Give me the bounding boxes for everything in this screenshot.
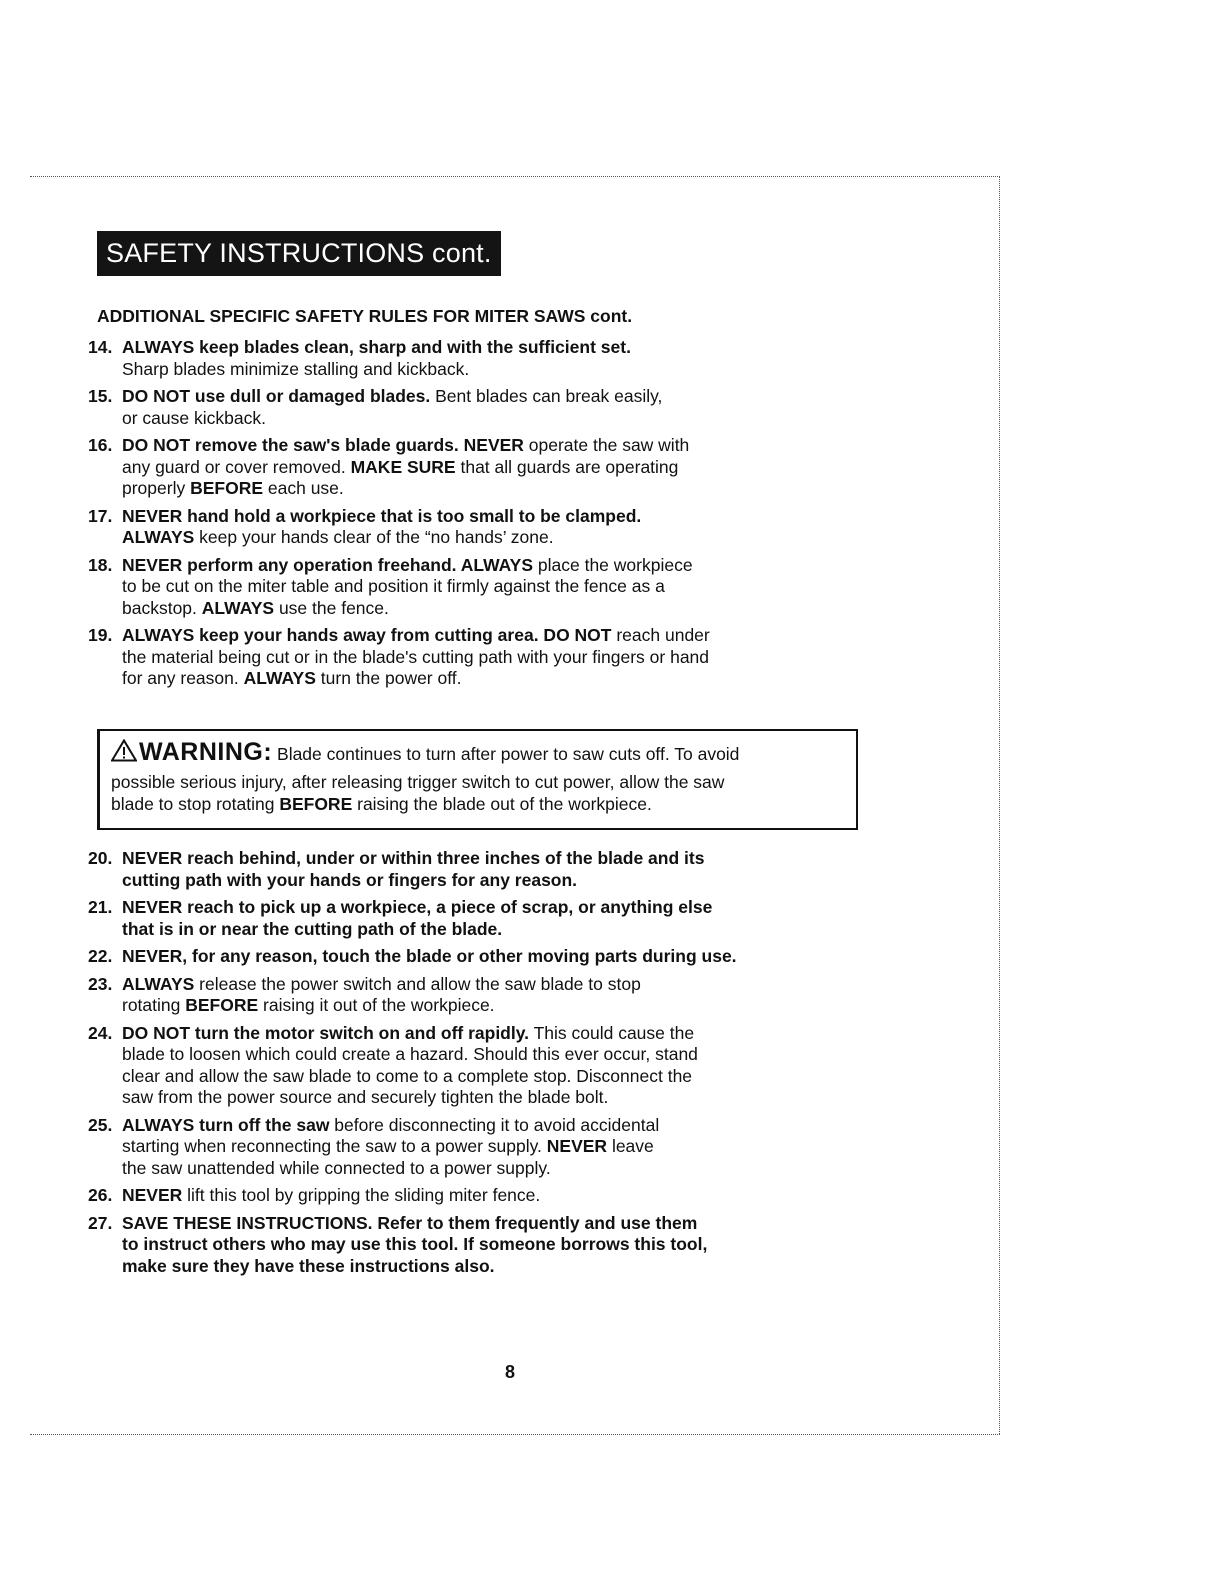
rule-text-line [122, 919, 858, 941]
rule-text-line [122, 555, 858, 577]
rule-number: 27. [88, 1212, 113, 1233]
rule-emphasis-text: NEVER hand hold a workpiece that is too small to be clamped. [122, 505, 642, 526]
rule-text-line [122, 478, 858, 500]
rule-text-line [122, 1256, 858, 1278]
rule-body-text: place the workpiece [533, 554, 693, 575]
rule-text-line [122, 359, 858, 381]
warning-text-line-3-end: raising the blade out of the workpiece. [352, 794, 652, 814]
rule-list-top [88, 337, 858, 696]
rule-text-line [122, 527, 858, 549]
warning-text-line-3-start: blade to stop rotating [111, 794, 280, 814]
rule-text-line [122, 1115, 858, 1137]
rule-emphasis-text: ALWAYS [456, 554, 534, 575]
page-border-top [30, 176, 1000, 177]
rule-emphasis-text: DO NOT turn the motor switch on and off rapidly. [122, 1022, 530, 1043]
rule-emphasis-text: that is in or near the cutting path of the blade. [122, 918, 503, 939]
safety-rule-item [88, 1023, 858, 1109]
rule-body-text: before disconnecting it to avoid accidental [329, 1114, 660, 1135]
rule-text-line [122, 897, 858, 919]
rule-text-line [122, 457, 858, 479]
rule-emphasis-text: make sure they have these instructions also. [122, 1255, 495, 1276]
rule-text-line [122, 995, 858, 1017]
rule-body-text: any guard or cover removed. [122, 456, 351, 477]
rule-list-bottom [88, 848, 858, 1283]
warning-text-line-1: Blade continues to turn after power to saw cuts off. To avoid [272, 744, 740, 764]
rule-body-text: This could cause the [529, 1022, 695, 1043]
rule-body-text: Bent blades can break easily, [430, 386, 663, 406]
rule-body-text: reach under [611, 625, 710, 645]
rule-emphasis-text: DO NOT remove the saw's blade guards. [122, 435, 459, 455]
page-number: 8 [504, 1362, 515, 1382]
rule-body-text: that all guards are operating [455, 456, 679, 477]
rule-number: 21. [88, 897, 113, 917]
rule-body-text: rotating [122, 995, 186, 1015]
rule-number: 19. [88, 625, 113, 645]
section-subheading: ADDITIONAL SPECIFIC SAFETY RULES FOR MITER SAWS cont. [97, 306, 633, 326]
safety-rule-item [88, 555, 858, 620]
rule-body-text: blade to loosen which could create a hazard. Should this ever occur, stand [122, 1044, 698, 1064]
safety-rule-item [88, 848, 858, 891]
rule-emphasis-text: cutting path with your hands or fingers for any reason. [122, 869, 578, 890]
rule-text-line [122, 1044, 858, 1066]
warning-text-line-3 [111, 793, 856, 815]
safety-rule-item [88, 506, 858, 549]
rule-text-line [122, 337, 858, 359]
safety-rule-item [88, 337, 858, 380]
rule-number: 24. [88, 1022, 113, 1043]
safety-rule-item [88, 386, 858, 429]
rule-body-text: properly [122, 478, 191, 498]
safety-rule-item [88, 897, 858, 940]
safety-rule-item [88, 1185, 858, 1207]
rule-body-text: clear and allow the saw blade to come to a complete stop. Disconnect the [122, 1065, 693, 1086]
rule-number: 16. [88, 435, 113, 455]
rule-body-text: each use. [263, 478, 344, 498]
rule-emphasis-text: BEFORE [190, 478, 264, 498]
rule-body-text: for any reason. [122, 668, 244, 688]
rule-text-line [122, 946, 858, 968]
rule-body-text: raising it out of the workpiece. [258, 995, 495, 1015]
rule-text-line [122, 506, 858, 528]
rule-body-text: or cause kickback. [122, 407, 266, 428]
rule-number: 15. [88, 386, 113, 406]
rule-emphasis-text: ALWAYS keep your hands away from cutting area. [122, 625, 539, 645]
warning-keyword: BEFORE [279, 794, 353, 814]
rule-text-line [122, 408, 858, 430]
rule-emphasis-text: SAVE THESE INSTRUCTIONS. Refer to them frequently and use them [122, 1212, 698, 1233]
rule-text-line [122, 386, 858, 408]
rule-number: 22. [88, 946, 113, 966]
warning-label: WARNING: [139, 738, 273, 766]
rule-number: 23. [88, 973, 113, 994]
rule-emphasis-text: NEVER [458, 435, 524, 455]
rule-emphasis-text: NEVER [122, 1185, 183, 1205]
rule-body-text: operate the saw with [523, 435, 690, 455]
safety-rule-item [88, 625, 858, 690]
warning-first-line [111, 737, 856, 771]
rule-number: 20. [88, 848, 113, 868]
rule-body-text: Sharp blades minimize stalling and kickback. [122, 358, 470, 379]
rule-emphasis-text: DO NOT use dull or damaged blades. [122, 386, 431, 406]
rule-text-line [122, 576, 858, 598]
safety-rule-item [88, 1115, 858, 1180]
rule-body-text: lift this tool by gripping the sliding miter fence. [182, 1185, 541, 1205]
rule-emphasis-text: NEVER reach to pick up a workpiece, a piece of scrap, or anything else [122, 897, 713, 917]
rule-text-line [122, 974, 858, 996]
rule-emphasis-text: NEVER reach behind, under or within three inches of the blade and its [122, 848, 705, 868]
rule-body-text: leave [607, 1136, 654, 1156]
rule-text-line [122, 1213, 858, 1235]
rule-body-text: to be cut on the miter table and position it firmly against the fence as a [122, 576, 665, 596]
rule-emphasis-text: ALWAYS [243, 668, 316, 688]
rule-text-line [122, 848, 858, 870]
rule-emphasis-text: NEVER [546, 1136, 608, 1156]
safety-rule-item [88, 974, 858, 1017]
rule-body-text: saw from the power source and securely tighten the blade bolt. [122, 1087, 609, 1107]
rule-emphasis-text: ALWAYS turn off the saw [122, 1114, 330, 1135]
rule-number: 25. [88, 1114, 113, 1135]
rule-emphasis-text: NEVER, for any reason, touch the blade or other moving parts during use. [122, 946, 737, 966]
rule-body-text: the material being cut or in the blade's cutting path with your fingers or hand [122, 646, 710, 667]
rule-text-line [122, 647, 858, 669]
rule-text-line [122, 1158, 858, 1180]
rule-body-text: the saw unattended while connected to a power supply. [122, 1157, 551, 1178]
rule-text-line [122, 870, 858, 892]
rule-text-line [122, 1136, 858, 1158]
rule-emphasis-text: BEFORE [185, 995, 259, 1015]
rule-emphasis-text: NEVER perform any operation freehand. [122, 554, 457, 575]
rule-body-text: turn the power off. [315, 668, 462, 688]
rule-body-text: starting when reconnecting the saw to a power supply. [122, 1136, 547, 1156]
rule-emphasis-text: to instruct others who may use this tool. If someone borrows this tool, [122, 1234, 708, 1254]
rule-text-line [122, 598, 858, 620]
section-banner: SAFETY INSTRUCTIONS cont. [97, 231, 501, 276]
warning-triangle-icon [111, 739, 137, 771]
rule-text-line [122, 1023, 858, 1045]
rule-number: 14. [88, 337, 113, 357]
rule-body-text: release the power switch and allow the saw blade to stop [194, 973, 641, 994]
page-border-bottom [30, 1434, 1000, 1435]
rule-number: 18. [88, 554, 113, 575]
rule-emphasis-text: ALWAYS [201, 597, 275, 618]
rule-emphasis-text: ALWAYS [122, 973, 195, 994]
rule-text-line [122, 1234, 858, 1256]
rule-emphasis-text: DO NOT [538, 625, 612, 645]
rule-body-text: keep your hands clear of the “no hands’ zone. [194, 527, 554, 547]
rule-number: 26. [88, 1185, 113, 1205]
rule-text-line [122, 1066, 858, 1088]
rule-body-text: use the fence. [274, 597, 389, 618]
rule-text-line [122, 1185, 858, 1207]
rule-text-line [122, 435, 858, 457]
safety-rule-item [88, 435, 858, 500]
rule-emphasis-text: ALWAYS [122, 527, 195, 547]
rule-body-text: backstop. [122, 597, 202, 618]
page-border-right [999, 176, 1000, 1434]
rule-text-line [122, 1087, 858, 1109]
warning-text-line-2: possible serious injury, after releasing trigger switch to cut power, allow the saw [111, 772, 725, 792]
rule-emphasis-text: ALWAYS keep blades clean, sharp and with the sufficient set. [122, 337, 631, 357]
safety-rule-item [88, 946, 858, 968]
safety-rule-item [88, 1213, 858, 1278]
rule-emphasis-text: MAKE SURE [350, 456, 456, 477]
warning-box [97, 729, 858, 830]
rule-number: 17. [88, 505, 113, 526]
rule-text-line [122, 668, 858, 690]
rule-text-line [122, 625, 858, 647]
